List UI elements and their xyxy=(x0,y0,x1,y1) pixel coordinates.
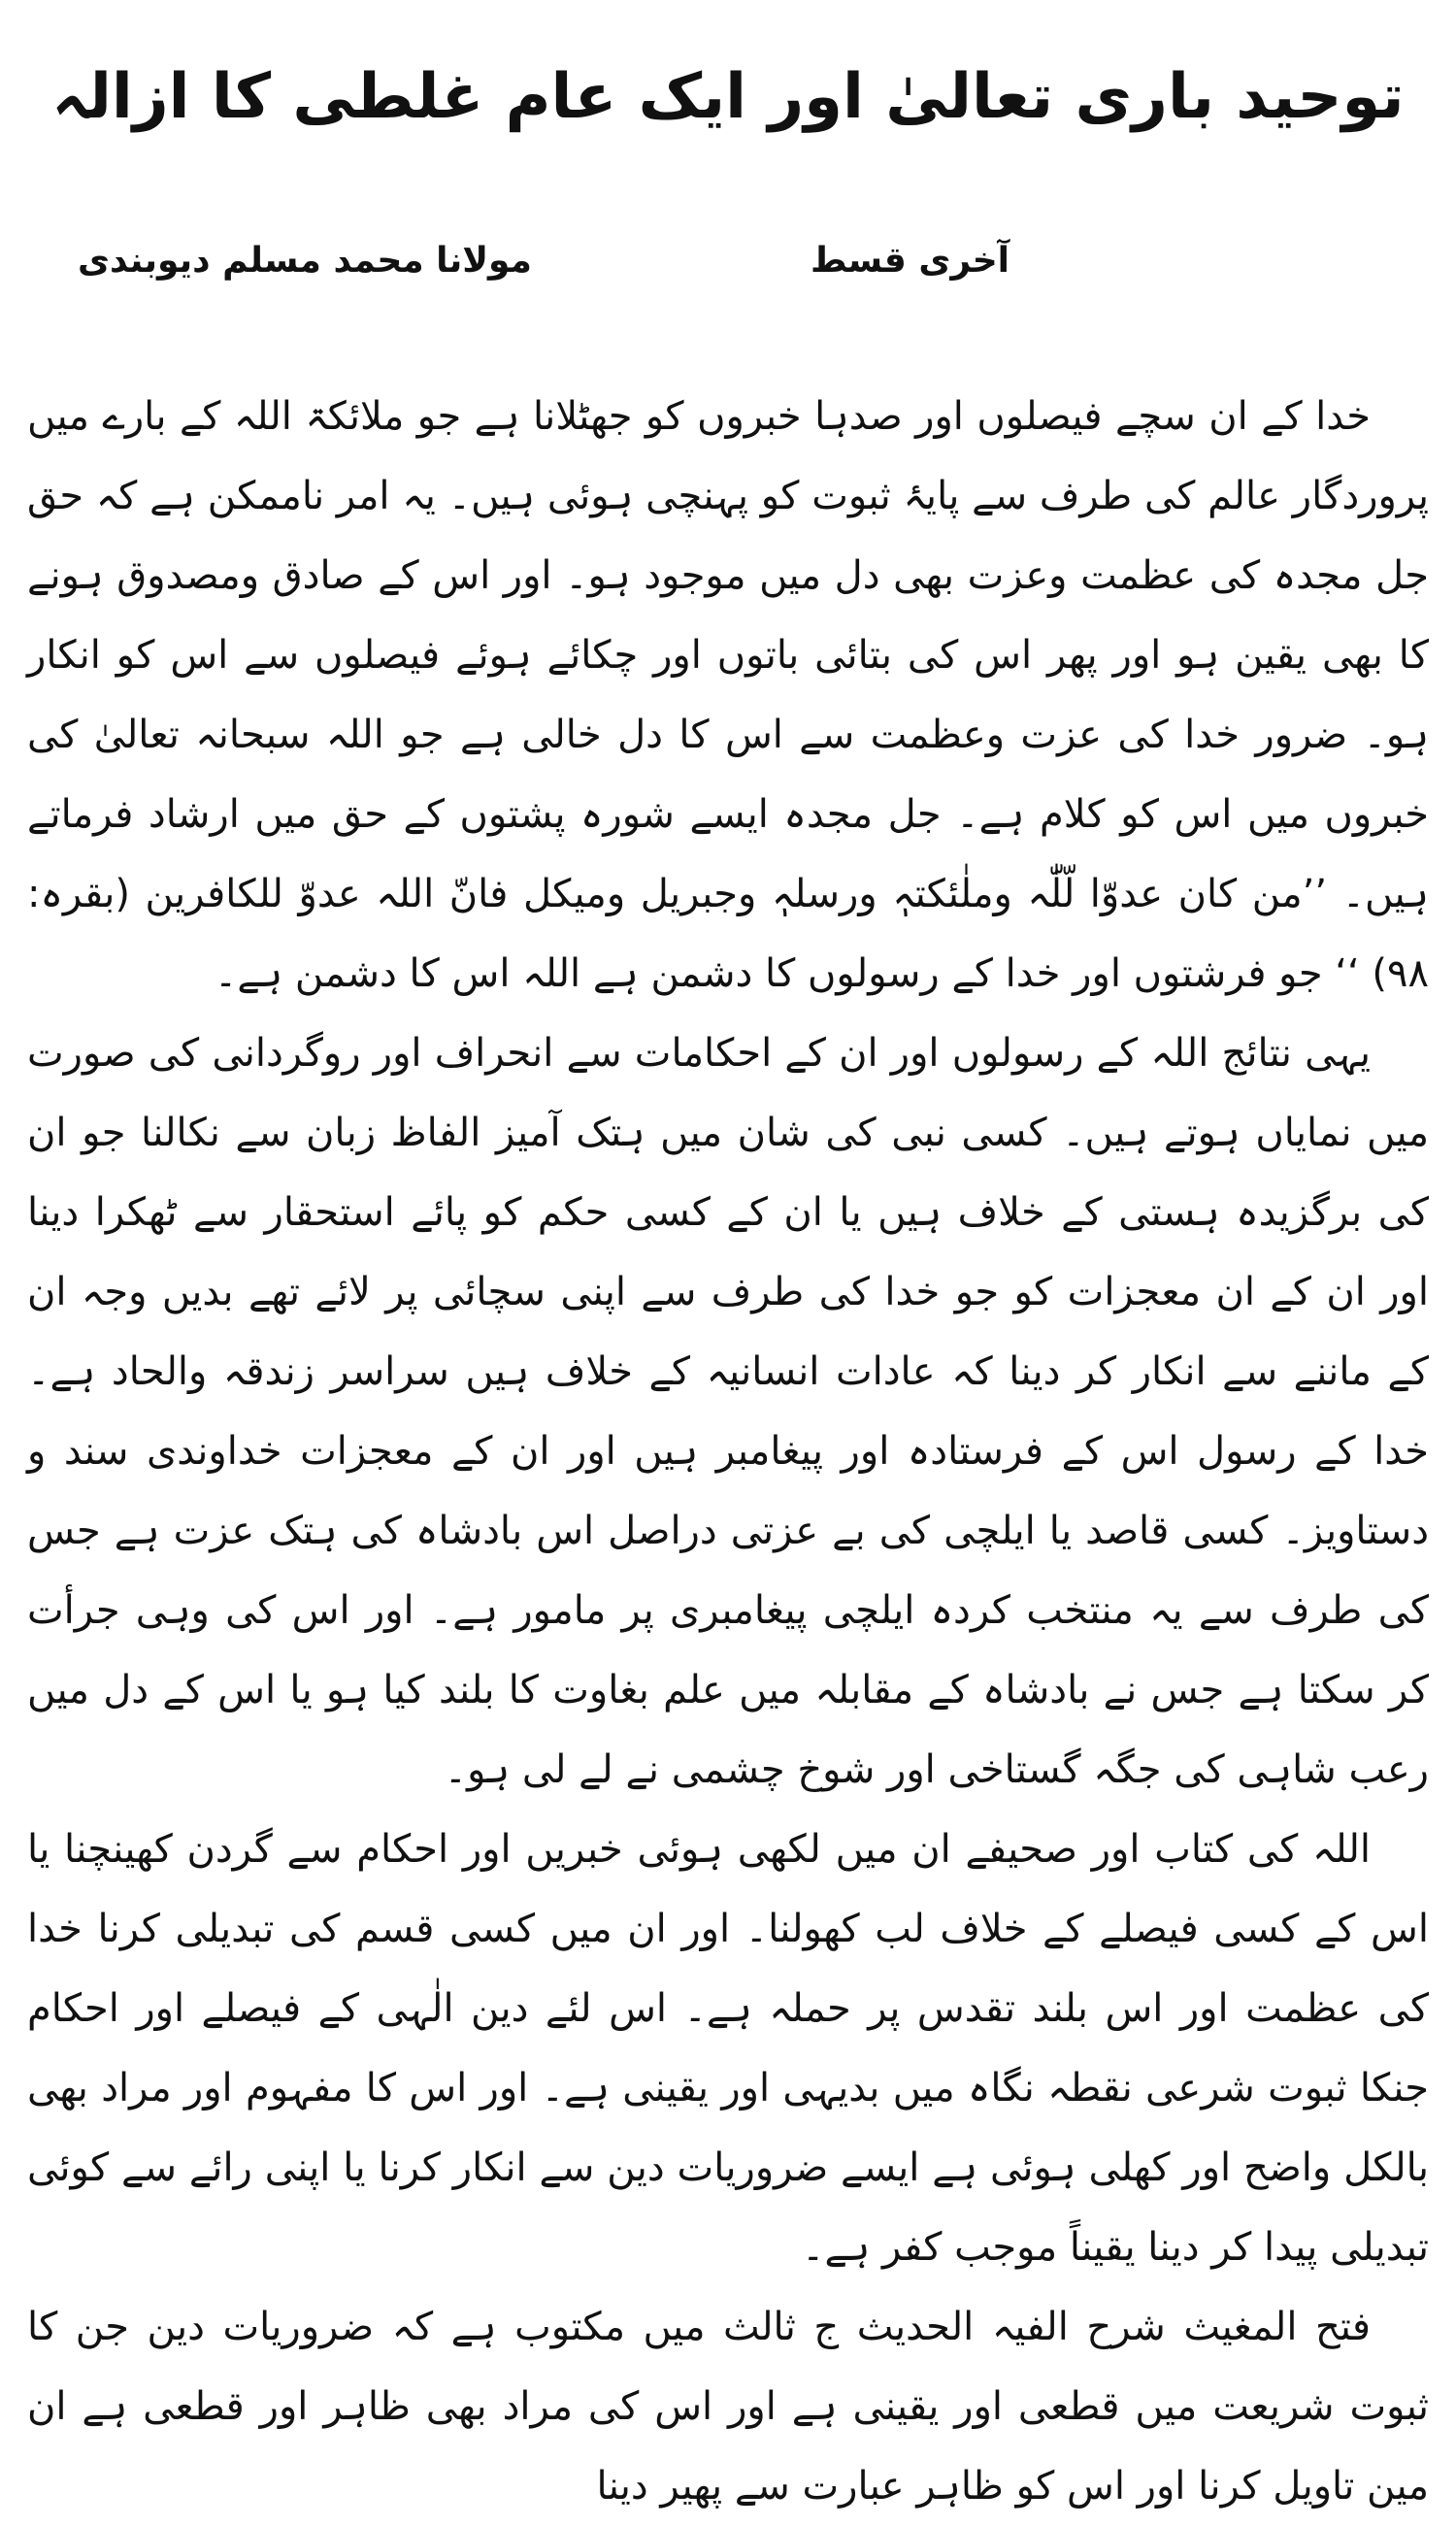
article-title: توحید باری تعالیٰ اور ایک عام غلطی کا ازالہ xyxy=(51,61,1405,133)
paragraph-2: یہی نتائج اللہ کے رسولوں اور ان کے احکامات سے انحراف اور روگردانی کی صورت میں نمایاں ہوتے ہیں۔ کسی نبی کی شان میں ہتک آمیز الفاظ زبان سے نکالنا جو ان کی برگزیدہ ہستی کے خلاف ہیں یا ان کے کسی حکم کو پائے استحقار سے ٹھکرا دینا اور ان کے ان معجزات کو جو خدا کی طرف سے اپنی سچائی پر لائے تھے بدیں وجہ ان کے ماننے سے انکار کر دینا کہ عادات انسانیہ کے خلاف ہیں سراسر زندقہ والحاد ہے۔ خدا کے رسول اس کے فرستادہ اور پیغامبر ہیں اور ان کے معجزات خداوندی سند و دستاویز۔ کسی قاصد یا ایلچی کی بے عزتی دراصل اس بادشاہ کی ہتک عزت ہے جس کی طرف سے یہ منتخب کردہ ایلچی پیغامبری پر مامور ہے۔ اور اس کی وہی جرأت کر سکتا ہے جس نے بادشاہ کے مقابلہ میں علم بغاوت کا بلند کیا ہو یا اس کے دل میں رعب شاہی کی جگہ گستاخی اور شوخ چشمی نے لے لی ہو۔ xyxy=(27,1031,1429,1792)
article-body xyxy=(27,377,1429,2526)
byline xyxy=(78,241,1378,299)
paragraph-1: خدا کے ان سچے فیصلوں اور صدہا خبروں کو جھٹلانا ہے جو ملائکۃ اللہ کے بارے میں پروردگار عالم کی طرف سے پایۂ ثبوت کو پہنچی ہوئی ہیں۔ یہ امر ناممکن ہے کہ حق جل مجدہ کی عظمت وعزت بھی دل میں موجود ہو۔ اور اس کے صادق ومصدوق ہونے کا بھی یقین ہو اور پھر اس کی بتائی باتوں اور چکائے ہوئے فیصلوں سے اس کو انکار ہو۔ ضرور خدا کی عزت وعظمت سے اس کا دل خالی ہے جو اللہ سبحانہ تعالیٰ کی خبروں میں اس کو کلام ہے۔ جل مجدہ ایسے شورہ پشتوں کے حق میں ارشاد فرماتے ہیں۔ ’’من کان عدوّا لّلّٰہ وملٰئکتہٖ ورسلہٖ وجبریل ومیکل فانّ اللہ عدوّ للکافرین (بقرہ: ۹۸) ‘‘ جو فرشتوں اور خدا کے رسولوں کا دشمن ہے اللہ اس کا دشمن ہے۔ xyxy=(27,394,1429,996)
paragraph-4: فتح المغیث شرح الفیہ الحدیث ج ثالث میں مکتوب ہے کہ ضروریات دین جن کا ثبوت شریعت میں قطعی اور یقینی ہے اور اس کی مراد بھی ظاہر اور قطعی ہے ان مین تاویل کرنا اور اس کو ظاہر عبارت سے پھیر دینا xyxy=(27,2305,1429,2509)
author-name: مولانا محمد مسلم دیوبندی xyxy=(78,241,532,281)
paragraph-3: اللہ کی کتاب اور صحیفے ان میں لکھی ہوئی خبریں اور احکام سے گردن کھینچنا یا اس کے کسی فیصلے کے خلاف لب کھولنا۔ اور ان میں کسی قسم کی تبدیلی کرنا خدا کی عظمت اور اس بلند تقدس پر حملہ ہے۔ اس لئے دین الٰہی کے فیصلے اور احکام جنکا ثبوت شرعی نقطہ نگاہ میں بدیہی اور یقینی ہے۔ اور اس کا مفہوم اور مراد بھی بالکل واضح اور کھلی ہوئی ہے ایسے ضروریات دین سے انکار کرنا یا اپنی رائے سے کوئی تبدیلی پیدا کر دینا یقیناً موجب کفر ہے۔ xyxy=(27,1827,1429,2270)
installment-label: آخری قسط xyxy=(811,241,1009,281)
